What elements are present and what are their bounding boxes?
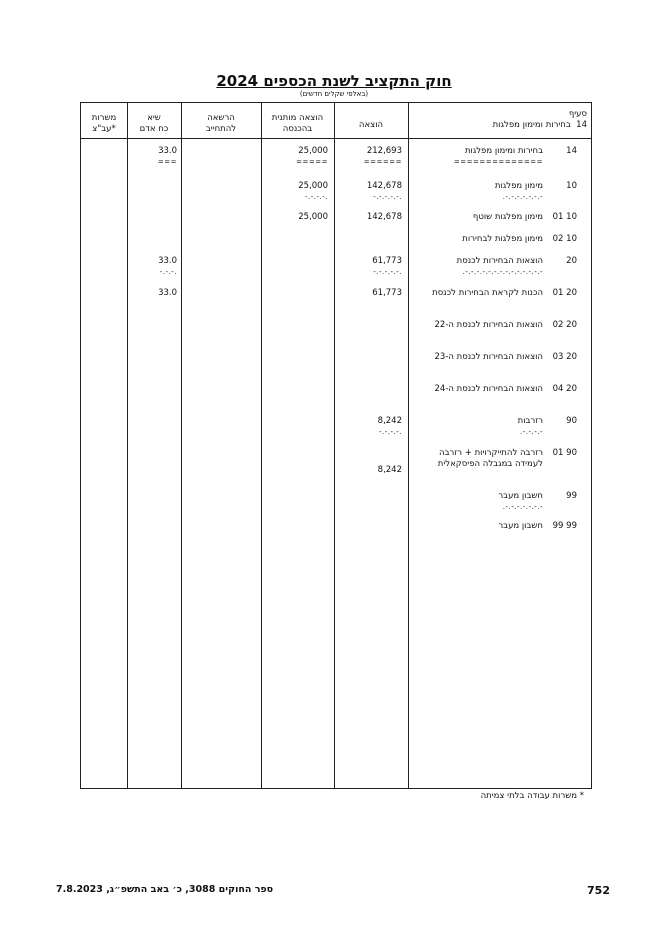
row-expense: 142,678 bbox=[366, 212, 402, 222]
row-description: רזרבות bbox=[517, 416, 543, 426]
header-units-line1: משרות bbox=[91, 113, 117, 123]
row-manpower-underline: === bbox=[157, 158, 177, 166]
row-expense: 61,773 bbox=[372, 288, 402, 298]
row-section-code: 10 01 bbox=[552, 212, 577, 222]
column-divider bbox=[127, 103, 128, 788]
column-divider bbox=[334, 103, 335, 788]
row-expense-underline: -.-.-.-. bbox=[378, 428, 402, 436]
row-conditional-expense: 25,000 bbox=[298, 146, 328, 156]
row-description: מימון מפלגות שוטף bbox=[472, 212, 543, 222]
row-section-code: 14 bbox=[566, 146, 577, 156]
row-conditional-expense: 25,000 bbox=[298, 212, 328, 222]
header-expense: הוצאה bbox=[358, 120, 384, 130]
budget-table bbox=[80, 102, 592, 789]
row-section-code: 99 bbox=[566, 491, 577, 501]
row-conditional-underline: -.-.-.-. bbox=[304, 193, 328, 201]
row-expense: 61,773 bbox=[372, 256, 402, 266]
row-section-code: 99 99 bbox=[552, 521, 577, 531]
row-manpower-underline: -.-.-. bbox=[159, 268, 177, 276]
column-divider bbox=[181, 103, 182, 788]
row-description: מימון מפלגות לבחירות bbox=[462, 234, 543, 244]
column-divider bbox=[408, 103, 409, 788]
row-section-code: 90 bbox=[566, 416, 577, 426]
row-description-underline: -.-.-.-.-.-.-.-.-.-.-.-.-.-. bbox=[462, 268, 543, 276]
footer-publication: ספר החוקים 3088, כ׳ באב התשפ״ג, 7.8.2023 bbox=[56, 884, 274, 895]
header-section-name: בחירות ומימון מפלגות bbox=[492, 120, 571, 130]
row-section-code: 10 02 bbox=[552, 234, 577, 244]
row-description-underline: ============== bbox=[453, 158, 543, 166]
header-commitment-line2: להתחייב bbox=[205, 124, 237, 134]
header-manpower bbox=[127, 113, 181, 135]
header-units bbox=[81, 113, 127, 135]
header-manpower-line2: כח אדם bbox=[139, 124, 169, 134]
row-section-code: 10 bbox=[566, 181, 577, 191]
row-section-code: 90 01 bbox=[552, 448, 577, 458]
row-expense: 212,693 bbox=[366, 146, 402, 156]
row-section-code: 20 03 bbox=[552, 352, 577, 362]
header-section bbox=[493, 109, 587, 131]
page-number: 752 bbox=[587, 884, 610, 897]
row-conditional-underline: ===== bbox=[296, 158, 328, 166]
row-manpower: 33.0 bbox=[158, 256, 177, 266]
row-description: חשבון מעבר bbox=[498, 491, 543, 501]
header-section-number: 14 bbox=[576, 120, 587, 130]
row-expense-underline: -.-.-.-.-. bbox=[373, 268, 402, 276]
header-units-line2: עב"צ* bbox=[92, 124, 116, 134]
header-commitment bbox=[181, 113, 261, 135]
row-description-underline: -.-.-.-. bbox=[519, 428, 543, 436]
row-description-underline: -.-.-.-.-.-.-. bbox=[502, 193, 543, 201]
column-divider bbox=[261, 103, 262, 788]
header-conditional bbox=[261, 113, 334, 135]
header-manpower-line1: שיא bbox=[147, 113, 161, 123]
row-description: הוצאות הבחירות לכנסת ה-22 bbox=[434, 320, 543, 330]
row-section-code: 20 01 bbox=[552, 288, 577, 298]
row-description: חשבון מעבר bbox=[498, 521, 543, 531]
footnote: * משרות עבודה בלתי צמיתה bbox=[480, 791, 584, 801]
header-conditional-line2: בהכנסה bbox=[282, 124, 313, 134]
row-description-underline: -.-.-.-.-.-.-. bbox=[502, 503, 543, 511]
header-divider bbox=[81, 138, 591, 139]
row-section-code: 20 02 bbox=[552, 320, 577, 330]
header-commitment-line1: הרשאה bbox=[207, 113, 235, 123]
row-description: הוצאות הבחירות לכנסת ה-24 bbox=[434, 384, 543, 394]
row-expense: 8,242 bbox=[377, 465, 402, 475]
row-description: מימון מפלגות bbox=[494, 181, 543, 191]
page-subtitle: (באלפי שקלים חדשים) bbox=[299, 90, 369, 98]
row-expense: 142,678 bbox=[366, 181, 402, 191]
row-expense-underline: -.-.-.-.-. bbox=[373, 193, 402, 201]
row-expense-underline: ====== bbox=[363, 158, 402, 166]
row-description: הוצאות הבחירות לכנסת ה-23 bbox=[434, 352, 543, 362]
row-description: רזרבה להתייקרויות + רזרבה לעמידה במגבלה הפיסקאלית bbox=[437, 448, 543, 469]
row-section-code: 20 04 bbox=[552, 384, 577, 394]
row-description: בחירות ומימון מפלגות bbox=[464, 146, 543, 156]
row-description: הוצאות הבחירות לכנסת bbox=[456, 256, 543, 266]
row-conditional-expense: 25,000 bbox=[298, 181, 328, 191]
row-manpower: 33.0 bbox=[158, 288, 177, 298]
row-description: הכנות לקראת הבחירות לכנסת bbox=[432, 288, 543, 298]
header-conditional-line1: הוצאה מותנית bbox=[271, 113, 324, 123]
header-section-label: סעיף bbox=[568, 109, 587, 119]
row-section-code: 20 bbox=[566, 256, 577, 266]
page-title: חוק התקציב לשנת הכספים 2024 bbox=[216, 72, 452, 90]
row-manpower: 33.0 bbox=[158, 146, 177, 156]
row-expense: 8,242 bbox=[377, 416, 402, 426]
